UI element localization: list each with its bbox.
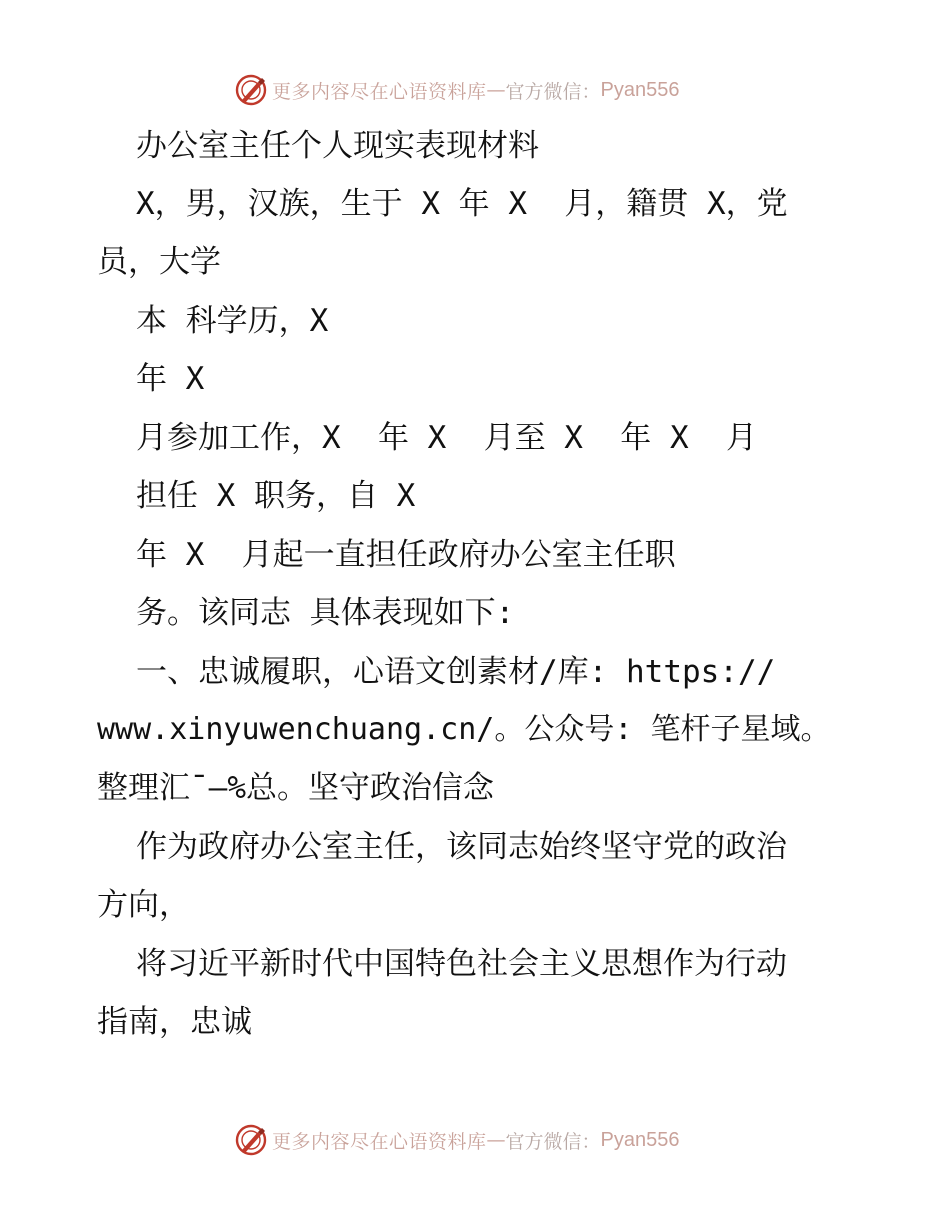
banner-wechat-label: 官方微信： bbox=[505, 80, 601, 103]
doc-line: 担任 X 职务，自 X bbox=[136, 478, 416, 514]
banner-wechat-label: 官方微信： bbox=[505, 1130, 601, 1153]
doc-line: 本 科学历，X bbox=[136, 303, 329, 339]
doc-line: 整理汇¯—%总。坚守政治信念 bbox=[97, 770, 494, 806]
pen-logo-icon bbox=[234, 73, 268, 107]
doc-title: 办公室主任个人现实表现材料 bbox=[136, 128, 539, 164]
footer-banner bbox=[234, 1120, 714, 1160]
banner-main-text: 更多内容尽在心语资料库 bbox=[272, 80, 487, 103]
banner-wechat-id: Pyan556 bbox=[600, 1128, 680, 1151]
banner-main-text: 更多内容尽在心语资料库 bbox=[272, 1130, 487, 1153]
doc-url-line: www.xinyuwenchuang.cn/。公众号: 笔杆子星域。 bbox=[97, 712, 831, 747]
pen-logo-icon bbox=[234, 1123, 268, 1157]
doc-line: 务。该同志 具体表现如下: bbox=[136, 595, 515, 631]
banner-dash: — bbox=[486, 1129, 506, 1151]
doc-paragraph-line: 作为政府办公室主任，该同志始终坚守党的政治 bbox=[136, 829, 787, 865]
doc-paragraph-line: 将习近平新时代中国特色社会主义思想作为行动 bbox=[136, 946, 787, 982]
doc-line: 年 X 月起一直担任政府办公室主任职 bbox=[136, 537, 676, 573]
doc-line: 方向， bbox=[97, 887, 190, 923]
doc-line: 指南，忠诚 bbox=[97, 1004, 252, 1040]
banner-dash: — bbox=[486, 79, 506, 101]
header-banner bbox=[234, 70, 714, 110]
doc-line: 员，大学 bbox=[97, 244, 221, 280]
doc-line: 月参加工作，X 年 X 月至 X 年 X 月 bbox=[136, 420, 757, 456]
doc-line: 年 X bbox=[136, 361, 205, 397]
doc-section-heading: 一、忠诚履职，心语文创素材/库: https:// bbox=[136, 654, 776, 690]
doc-line: X，男，汉族，生于 X 年 X 月，籍贯 X，党 bbox=[136, 186, 788, 222]
banner-wechat-id: Pyan556 bbox=[600, 78, 680, 101]
